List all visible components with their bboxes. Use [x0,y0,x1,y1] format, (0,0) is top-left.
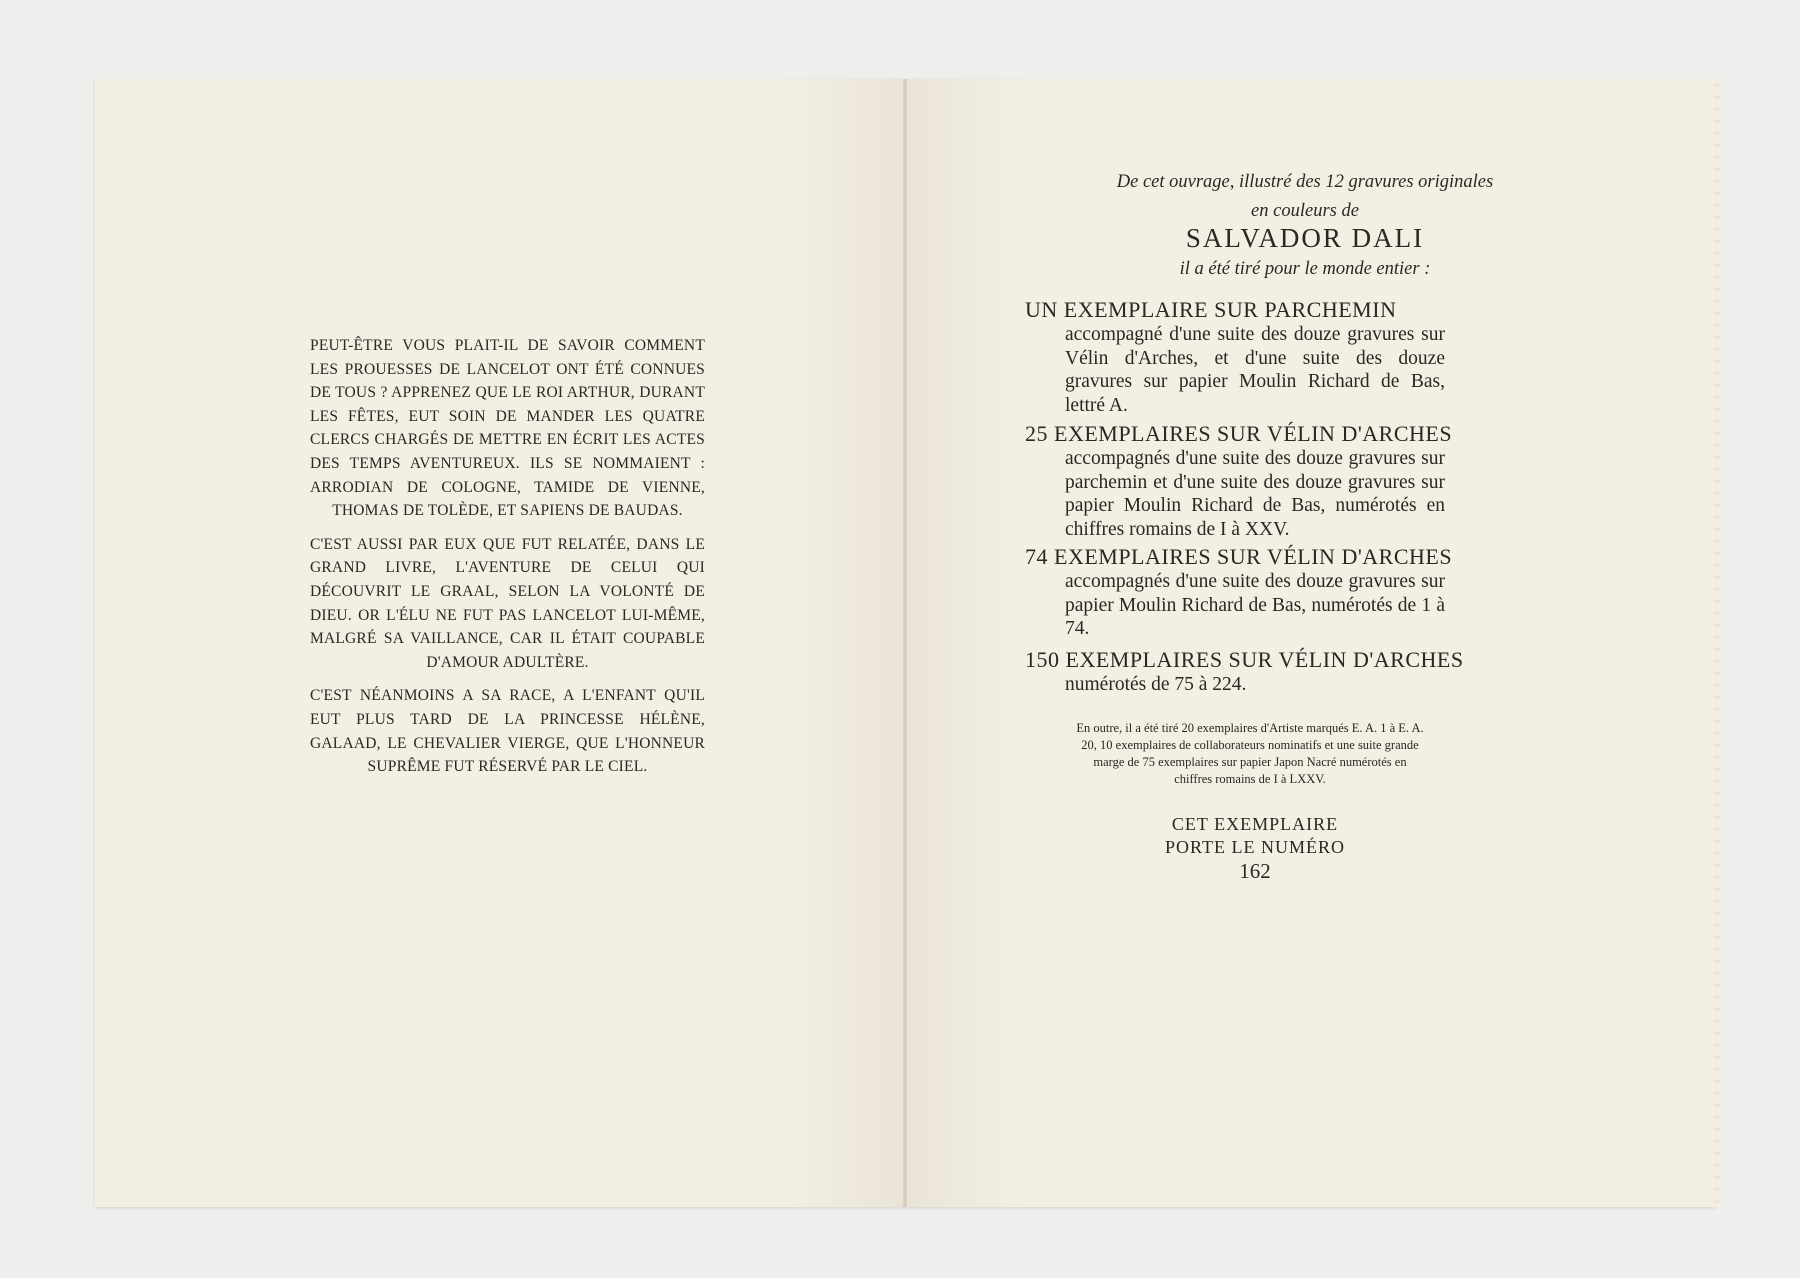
additional-copies-note: En outre, il a été tiré 20 exemplaires d'Artiste marqués E. A. 1 à E. A. 20, 10 exemplaires de collaborateurs nominatifs et une suite grande marge de 75 exemplaires sur papier Japon Nacré numérotés en chiffres romains de I à LXXV. [1076,721,1424,786]
edition-heading: UN EXEMPLAIRE SUR PARCHEMIN [1025,297,1397,322]
edition-description: accompagné d'une suite des douze gravures sur Vélin d'Arches, et d'une suite des douze gravures sur papier Moulin Richard de Bas, lettré A. [1065,324,1445,416]
edition-25-velin [1025,421,1453,541]
edition-parchemin [1025,297,1445,417]
justification-du-tirage [905,79,1716,1207]
left-page [95,79,905,1207]
left-paragraph-1: PEUT-ÊTRE VOUS PLAIT-IL DE SAVOIR COMMENT LES PROUESSES DE LANCELOT ONT ÉTÉ CONNUES DE TOUS ? APPRENEZ QUE LE ROI ARTHUR, DURANT LES FÊTES, EUT SOIN DE MANDER LES QUATRE CLERCS CHARGÉS DE METTRE EN ÉCRIT LES ACTES DES TEMPS AVENTUREUX. ILS SE NOMMAIENT : ARRODIAN DE COLOGNE, TAMIDE DE VIENNE, THOMAS DE TOLÈDE, ET SAPIENS DE BAUDAS. [310,337,705,520]
book-gutter [903,79,907,1207]
edition-heading: 150 EXEMPLAIRES SUR VÉLIN D'ARCHES [1025,647,1464,672]
edition-heading: 25 EXEMPLAIRES SUR VÉLIN D'ARCHES [1025,421,1453,446]
intro-line-2: en couleurs de [1251,201,1359,221]
copy-number: 162 [1239,859,1271,883]
edition-description: accompagnés d'une suite des douze gravures sur parchemin et d'une suite des douze gravures sur papier Moulin Richard de Bas, numérotés en chiffres romains de I à XXV. [1065,448,1445,540]
intro-line-3: il a été tiré pour le monde entier : [1179,259,1431,279]
colophon-line-1: CET EXEMPLAIRE [1171,814,1339,834]
open-book-spread [95,79,1716,1207]
edition-74-velin [1025,544,1453,641]
left-paragraph-3: C'EST NÉANMOINS A SA RACE, A L'ENFANT QU'IL EUT PLUS TARD DE LA PRINCESSE HÉLÈNE, GALAAD, LE CHEVALIER VIERGE, QUE L'HONNEUR SUPRÊME FUT RÉSERVÉ PAR LE CIEL. [310,687,705,776]
artist-name: SALVADOR DALI [1185,223,1425,253]
right-page [905,79,1716,1207]
left-page-text [310,334,705,789]
edition-heading: 74 EXEMPLAIRES SUR VÉLIN D'ARCHES [1025,544,1453,569]
edition-description: accompagnés d'une suite des douze gravures sur papier Moulin Richard de Bas, numérotés de 1 à 74. [1065,571,1445,639]
edition-description: numérotés de 75 à 224. [1065,674,1247,695]
intro-line-1: De cet ouvrage, illustré des 12 gravures originales [1116,172,1494,192]
edition-150-velin [1025,647,1464,697]
left-paragraph-2: C'EST AUSSI PAR EUX QUE FUT RELATÉE, DANS LE GRAND LIVRE, L'AVENTURE DE CELUI QUI DÉCOUVRIT LE GRAAL, SELON LA VOLONTÉ DE DIEU. OR L'ÉLU NE FUT PAS LANCELOT LUI-MÊME, MALGRÉ SA VAILLANCE, CAR IL ÉTAIT COUPABLE D'AMOUR ADULTÈRE. [310,535,705,671]
colophon-line-2: PORTE LE NUMÉRO [1165,837,1345,857]
